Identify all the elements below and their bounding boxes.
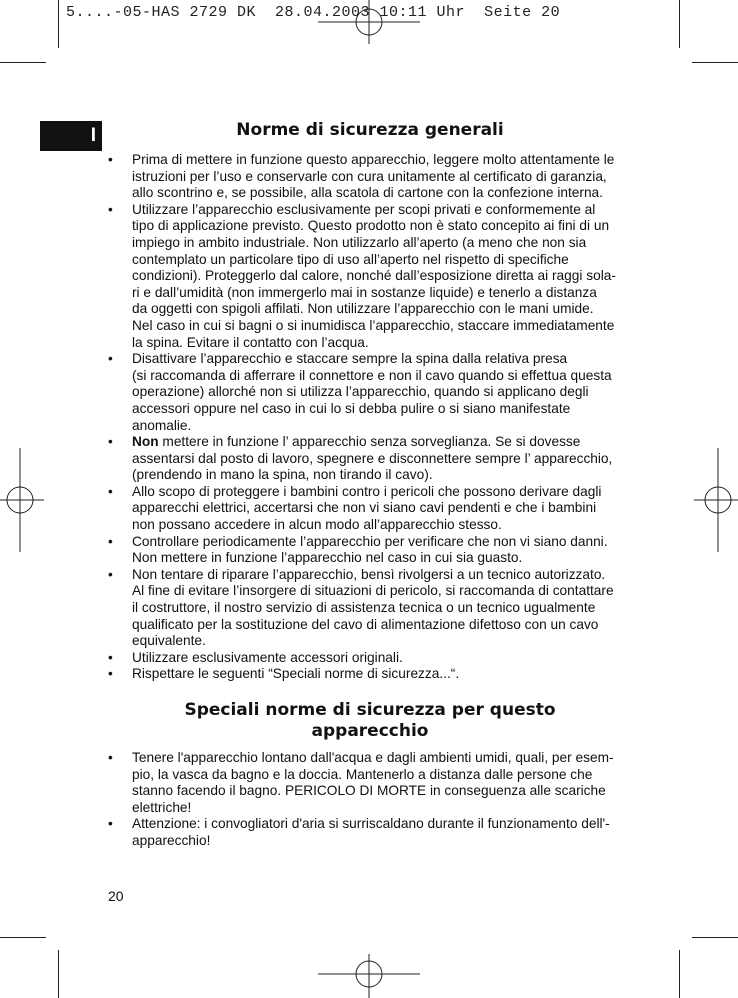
- bullet-icon: •: [108, 666, 113, 682]
- list-item: [108, 202, 635, 351]
- bullet-icon: •: [108, 816, 113, 832]
- emphasis-non: Non: [132, 434, 159, 450]
- section-title-general-safety: Norme di sicurezza generali: [236, 120, 504, 140]
- crop-mark: [0, 62, 46, 63]
- registration-mark-bottom: [318, 954, 420, 998]
- list-item-text: Non tentare di riparare l’apparecchio, bensì rivolgersi a un tecnico autorizzato. Al fine di evitare l’insorgere di situazioni di pericolo, si raccomanda di contattare il costruttore, il nostro servizio di assistenza tecnica o un tecnico ugualmente qualificato per la sostituzione del cavo di alimentazione difettoso con un cavo equivalente.: [132, 566, 614, 649]
- list-item-text: Utilizzare esclusivamente accessori originali.: [132, 649, 403, 665]
- crop-mark: [692, 937, 738, 938]
- crop-mark: [58, 950, 59, 998]
- list-item: [108, 567, 635, 650]
- print-slug: 5....-05-HAS 2729 DK 28.04.2003 10:11 Uhr Seite 20: [66, 4, 561, 21]
- registration-mark-right: [694, 448, 738, 552]
- list-item-text: Attenzione: i convogliatori d'aria si surriscaldano durante il funzionamento dell'- apparecchio!: [132, 816, 610, 848]
- registration-mark-top: [318, 0, 420, 44]
- list-item: [108, 534, 635, 567]
- language-tab: I: [40, 121, 102, 151]
- bullet-icon: •: [108, 649, 113, 665]
- crop-mark: [0, 937, 46, 938]
- bullet-icon: •: [108, 201, 113, 217]
- list-item: [108, 650, 635, 667]
- list-item: [108, 750, 635, 816]
- crop-mark: [679, 950, 680, 998]
- list-item-text: Utilizzare l’apparecchio esclusivamente per scopi privati e conformemente al tipo di applicazione previsto. Questo prodotto non è stato concepito ai fini di un impiego in ambito industriale. Non utilizzarlo all’aperto (a meno che non sia contemplato un particolare tipo di uso all’aperto nel rispetto di specifiche condizioni). Proteggerlo dal calore, nonché dall’esposizione diretta ai raggi sola- ri e dall’umidità (non immergerlo mai in sostanze liquide) e tenerlo a distanza da oggetti con spigoli affilati. Non utilizzare l’apparecchio con le mani umide. Nel caso in cui si bagni o si inumidisca l’apparecchio, staccare immediatamente la spina. Evitare il contatto con l’acqua.: [132, 201, 616, 350]
- list-item: [108, 351, 635, 434]
- bullet-icon: •: [108, 566, 113, 582]
- list-item-text: Prima di mettere in funzione questo apparecchio, leggere molto attentamente le istruzioni per l’uso e conservarle con cura unitamente al certificato di garanzia, allo scontrino e, se possibile, alla scatola di cartone con la confezione interna.: [132, 152, 615, 201]
- list-item: [108, 484, 635, 534]
- list-item-text: Allo scopo di proteggere i bambini contro i pericoli che possono derivare dagli apparecchi elettrici, accertarsi che non vi siano cavi pendenti e che i bambini non possano accedere in alcun modo all’apparecchio stesso.: [132, 483, 602, 533]
- bullet-icon: •: [108, 533, 113, 549]
- list-item: [108, 434, 635, 484]
- bullet-icon: •: [108, 152, 113, 167]
- crop-mark: [679, 0, 680, 48]
- crop-mark: [58, 0, 59, 48]
- crop-mark: [692, 62, 738, 63]
- general-safety-list: [108, 152, 635, 683]
- bullet-icon: •: [108, 750, 113, 765]
- bullet-icon: •: [108, 351, 113, 367]
- registration-mark-left: [0, 448, 44, 552]
- list-item-text: Tenere l'apparecchio lontano dall'acqua e dagli ambienti umidi, quali, per esem- pio, la vasca da bagno e la doccia. Mantenerlo a distanza dalle persone che stanno facendo il bagno. PERICOLO DI MORTE in conseguenza alle scariche elettriche!: [132, 750, 614, 815]
- bullet-icon: •: [108, 483, 113, 499]
- list-item-text: Rispettare le seguenti “Speciali norme di sicurezza...“.: [132, 666, 460, 682]
- list-item: [108, 666, 635, 683]
- list-item-text: Controllare periodicamente l’apparecchio per verificare che non vi siano danni. Non mettere in funzione l’apparecchio nel caso in cui sia guasto.: [132, 533, 608, 566]
- section-title-special-safety: Speciali norme di sicurezza per questo apparecchio: [184, 700, 556, 741]
- list-item-text: mettere in funzione l’ apparecchio senza sorveglianza. Se si dovesse assentarsi dal posto di lavoro, spegnere e disconnettere sempre l’ apparecchio, (prendendo in mano la spina, non tirando il cavo).: [132, 434, 613, 483]
- list-item: [108, 816, 635, 849]
- page-number: 20: [108, 888, 124, 904]
- special-safety-list: [108, 750, 635, 850]
- bullet-icon: •: [108, 434, 113, 450]
- list-item: [108, 152, 635, 202]
- list-item-text: Disattivare l’apparecchio e staccare sempre la spina dalla relativa presa (si raccomanda di afferrare il connettore e non il cavo quando si effettua questa operazione) allorché non si utilizza l’apparecchio, quando si applicano degli accessori oppure nel caso in cui lo si debba pulire o si siano manifestate anomalie.: [132, 351, 612, 433]
